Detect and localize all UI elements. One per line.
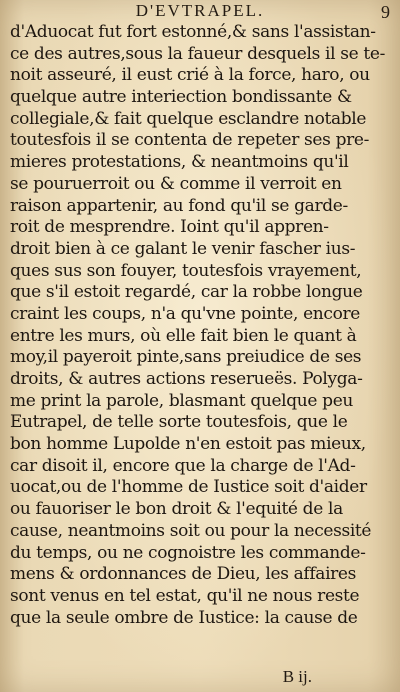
text-line: se pouruerroit ou & comme il verroit en (10, 173, 342, 194)
text-line: car disoit il, encore que la charge de l'Ad- (10, 455, 356, 476)
text-line: ou fauoriser le bon droit & l'equité de la (10, 499, 343, 520)
text-line: bon homme Lupolde n'en estoit pas mieux, (10, 434, 366, 455)
running-head (0, 0, 400, 22)
text-line: que s'il estoit regardé, car la robbe longue (10, 282, 363, 303)
text-line: raison appartenir, au fond qu'il se garde- (10, 195, 348, 216)
running-head-title: D'EVTRAPEL. (135, 1, 265, 20)
text-line: ce des autres,sous la faueur desquels il se te- (10, 43, 385, 64)
text-line: d'Aduocat fut fort estonné,& sans l'assistan- (10, 22, 376, 42)
text-line: droit bien à ce galant le venir fascher ius- (10, 238, 356, 259)
text-line: uocat,ou de l'homme de Iustice soit d'aider (10, 477, 367, 498)
text-line: droits, & autres actions reserueës. Polyga- (10, 369, 363, 389)
text-line: mens & ordonnances de Dieu, les affaires (10, 564, 357, 585)
text-line: mieres protestations, & neantmoins qu'il (10, 152, 349, 173)
text-line: quelque autre interiection bondissante & (10, 87, 352, 108)
text-line: craint les coups, n'a qu'vne pointe, encore (10, 303, 360, 324)
text-line: toutesfois il se contenta de repeter ses pre- (10, 130, 369, 151)
signature-mark: B ij. (282, 667, 312, 686)
text-line: me print la parole, blasmant quelque peu (10, 390, 354, 411)
text-line: que la seule ombre de Iustice: la cause de (10, 607, 358, 628)
page-number: 9 (381, 2, 390, 22)
text-line: moy,il payeroit pinte,sans preiudice de ses (10, 347, 362, 368)
text-line: entre les murs, où elle fait bien le quant à (10, 325, 357, 346)
text-line: ques sus son fouyer, toutesfois vrayement, (10, 260, 362, 281)
body-text (10, 22, 390, 629)
text-line: cause, neantmoins soit ou pour la necessité (10, 520, 372, 541)
text-line: sont venus en tel estat, qu'il ne nous reste (10, 585, 360, 606)
text-line: collegiale,& fait quelque esclandre notable (10, 108, 367, 129)
text-line: roit de mesprendre. Ioint qu'il appren- (10, 217, 329, 238)
text-line: du temps, ou ne cognoistre les commande- (10, 542, 366, 563)
text-line: noit asseuré, il eust crié à la force, haro, ou (10, 65, 370, 86)
text-line: Eutrapel, de telle sorte toutesfois, que le (10, 412, 348, 433)
